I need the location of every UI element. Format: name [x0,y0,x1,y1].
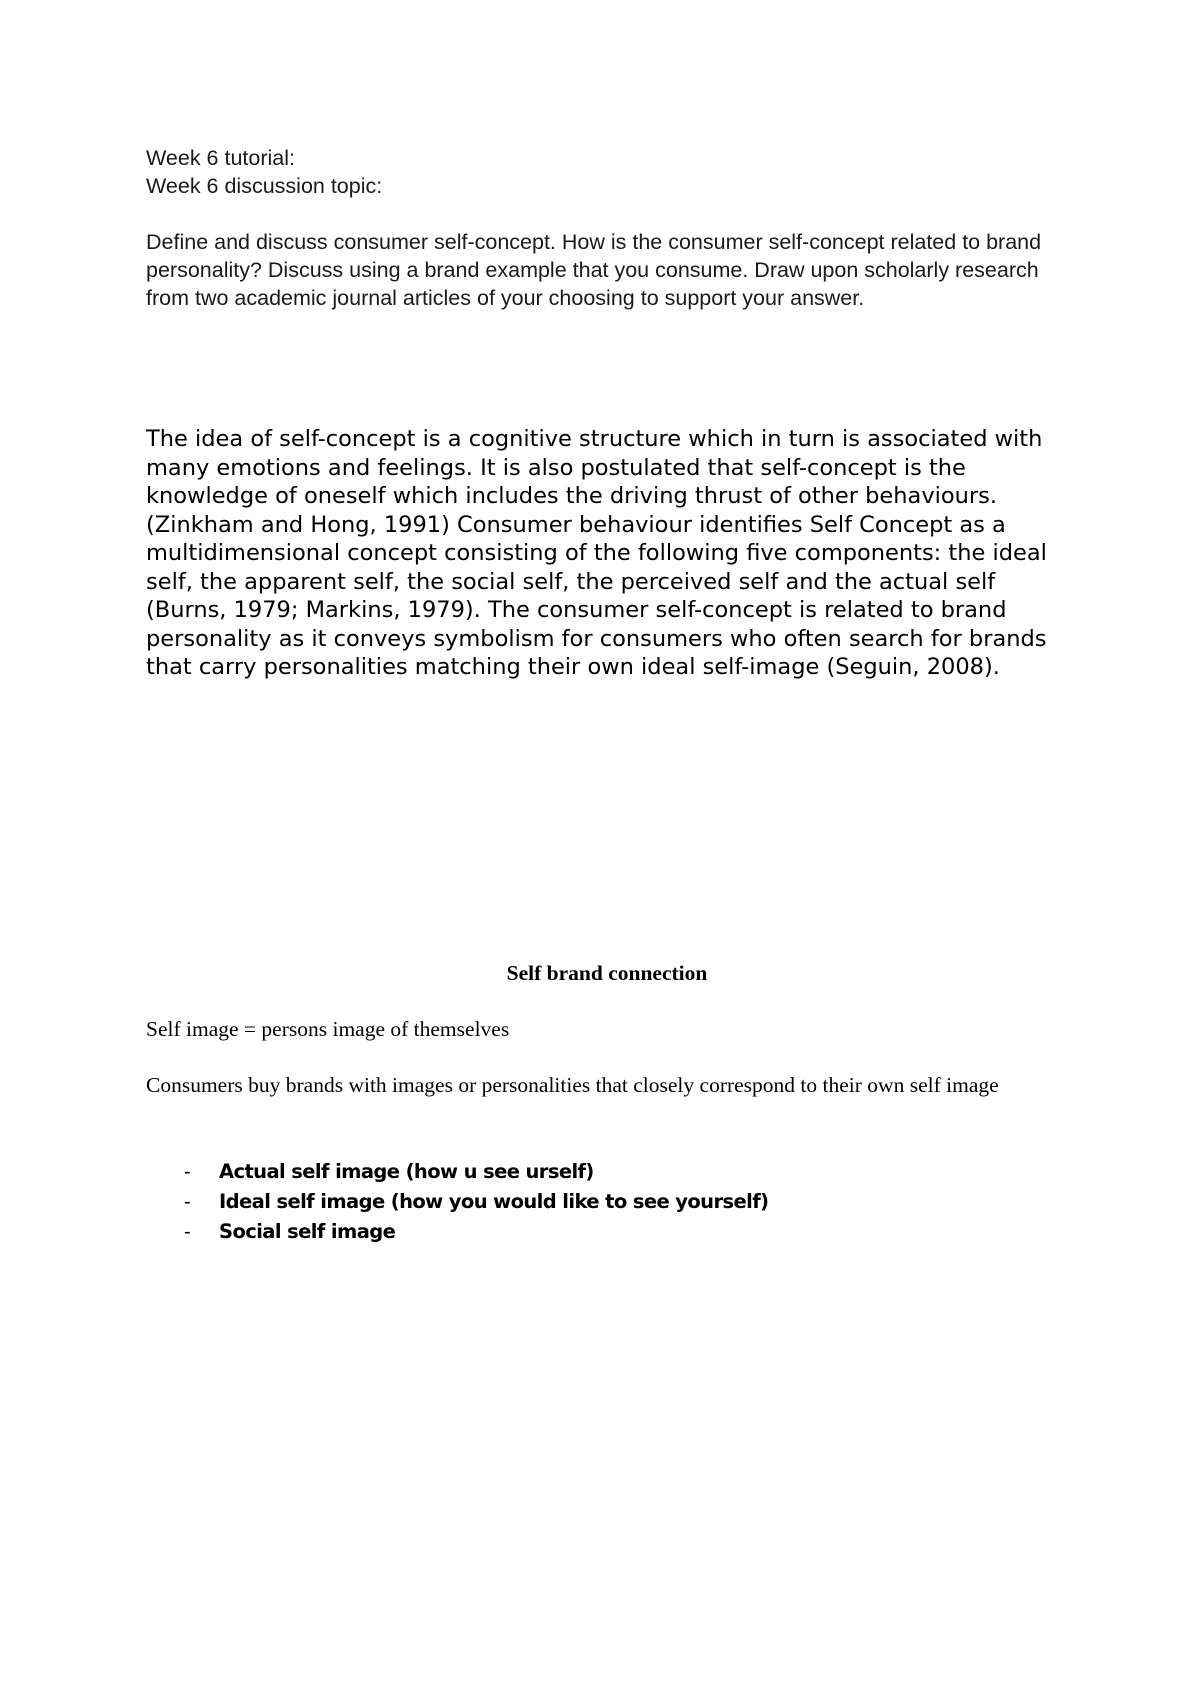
list-item [146,1187,1076,1217]
bullet-dash: - [184,1221,191,1243]
bullet-dash: - [184,1161,191,1183]
list-item-text: Social self image [219,1220,396,1243]
section-heading: Self brand connection [506,961,708,985]
list-item-text: Ideal self image (how you would like to see yourself) [219,1190,769,1213]
bullet-dash: - [184,1191,191,1213]
list-item-text: Actual self image (how u see urself) [219,1160,594,1183]
document-header [146,144,1076,200]
self-image-list [146,1157,1076,1247]
consumer-statement: Consumers buy brands with images or personalities that closely correspond to their own self image [146,1073,999,1097]
list-item [146,1157,1076,1187]
discussion-title: Week 6 discussion topic: [146,174,383,198]
list-item [146,1217,1076,1247]
discussion-prompt: Define and discuss consumer self-concept. How is the consumer self-concept related to brand personality? Discuss using a brand example that you consume. Draw upon scholarly research from two academic journal articles of your choosing to support your answer. [146,230,1042,310]
answer-paragraph: The idea of self-concept is a cognitive structure which in turn is associated with many emotions and feelings. It is also postulated that self-concept is the knowledge of oneself which includes the driving thrust of other behaviours. (Zinkham and Hong, 1991) Consumer behaviour identifies Self Concept as a multidimensional concept consisting of the following five components: the ideal self, the apparent self, the social self, the perceived self and the actual self (Burns, 1979; Markins, 1979). The consumer self-concept is related to brand personality as it conveys symbolism for consumers who often search for brands that carry personalities matching their own ideal self-image (Seguin, 2008). [146,426,1047,680]
self-image-definition: Self image = persons image of themselves [146,1017,510,1041]
tutorial-title: Week 6 tutorial: [146,146,295,170]
